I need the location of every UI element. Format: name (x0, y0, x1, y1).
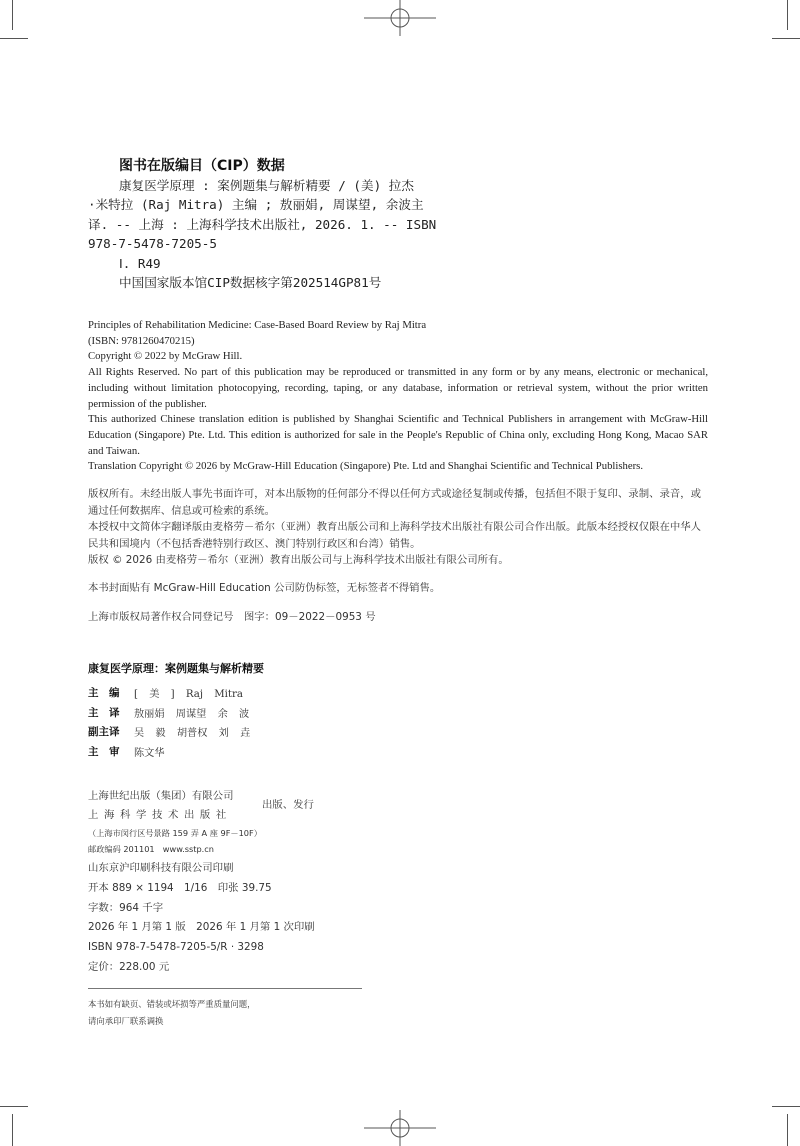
cip-line: 978-7-5478-7205-5 (88, 236, 217, 252)
cip-heading: 图书在版编目（CIP）数据 (119, 158, 285, 174)
credit-role: 主 译 (88, 706, 120, 719)
credit-names: [ 美 ] Raj Mitra (134, 689, 243, 701)
crop-mark-top-left-v (12, 0, 13, 30)
original-title: Principles of Rehabilitation Medicine: Case-Based Board Review by Raj Mitra (88, 319, 427, 331)
publisher-postcode-web: 邮政编码 201101 www.sstp.cn (88, 844, 214, 854)
authorization-statement: This authorized Chinese translation edition is published by Shanghai Scientific and Technical Publishers in arrangement with McGraw-Hill Education (Singapore) Pte. Ltd. This edition is authorized for sale in the People's Republic of China only, excluding Hong Kong, Macao SAR and Taiwan. (88, 413, 708, 457)
english-rights-block (88, 318, 708, 475)
credits-list (88, 683, 448, 761)
cip-line: ·米特拉 (Raj Mitra) 主编 ; 敖丽娟, 周谋望, 余波主 (88, 197, 424, 213)
credit-names: 吴 毅 胡普权 刘 垚 (134, 728, 251, 740)
original-isbn: (ISBN: 9781260470215) (88, 334, 195, 347)
format: 开本 889 × 1194 1/16 印张 39.75 (88, 881, 272, 894)
quality-notice-line: 请向承印厂联系调换 (88, 1016, 164, 1027)
word-count: 字数：964 千字 (88, 901, 164, 914)
crop-mark-bottom-right-v (787, 1114, 788, 1146)
chinese-authorization: 本授权中文简体字翻译版由麦格劳－希尔（亚洲）教育出版公司和上海科学技术出版社有限公司合作出版。此版本经授权仅限在中华人民共和国境内（不包括香港特别行政区、澳门特别行政区和台湾）销售。 (88, 521, 702, 550)
credit-names: 敖丽娟 周谋望 余 波 (134, 708, 250, 720)
cip-line: 中国国家版本馆CIP数据核字第202514GP81号 (119, 275, 382, 291)
rights-statement: All Rights Reserved. No part of this publication may be reproduced or transmitted in any form or by any means, electronic or mechanical, including without limitation photocopying, recording, taping, or any database, information or retrieval system, without the prior written permission of the publisher. (88, 366, 708, 410)
book-title: 康复医学原理：案例题集与解析精要 (88, 662, 264, 675)
contract-registration: 上海市版权局著作权合同登记号 图字：09－2022－0953 号 (88, 611, 376, 623)
cip-line: 译. -- 上海 : 上海科学技术出版社, 2026. 1. -- ISBN (88, 216, 437, 232)
credit-names: 陈文华 (134, 748, 165, 760)
quality-notice (88, 996, 256, 1031)
label-notice: 本书封面贴有 McGraw-Hill Education 公司防伪标签，无标签者不得销售。 (88, 582, 441, 594)
credit-role: 副主译 (88, 726, 120, 739)
publisher-block (88, 787, 314, 857)
credit-row-editor (88, 683, 448, 703)
registration-mark-top (364, 0, 436, 36)
edition: 2026 年 1 月第 1 版 2026 年 1 月第 1 次印刷 (88, 921, 315, 934)
quality-notice-line: 本书如有缺页、错装或坏损等严重质量问题， (88, 999, 256, 1009)
registration-mark-bottom (364, 1110, 436, 1146)
printer: 山东京沪印刷科技有限公司印刷 (88, 862, 234, 874)
crop-mark-top-right (772, 38, 800, 39)
chinese-translation-copyright: 版权 © 2026 由麦格劳－希尔（亚洲）教育出版公司与上海科学技术出版社有限公司所有。 (88, 554, 509, 567)
chinese-rights-statement: 版权所有。未经出版人事先书面许可，对本出版物的任何部分不得以任何方式或途径复制或传播，包括但不限于复印、录制、录音，或通过任何数据库、信息或可检索的系统。 (88, 488, 702, 517)
isbn: ISBN 978-7-5478-7205-5/R · 3298 (88, 941, 264, 954)
divider (88, 988, 362, 989)
credit-role: 主 审 (88, 746, 120, 759)
printing-info (88, 859, 315, 978)
cip-line: 康复医学原理 : 案例题集与解析精要 / (美) 拉杰 (119, 178, 414, 193)
credit-row-translator (88, 703, 448, 723)
publisher-group: 上海世纪出版（集团）有限公司 (88, 790, 234, 802)
crop-mark-bottom-right (772, 1106, 800, 1107)
cip-line: Ⅰ. R49 (119, 255, 161, 271)
publisher-name: 上海科学技术出版社 (88, 809, 232, 821)
crop-mark-bottom-left (0, 1106, 28, 1107)
publisher-address: （上海市闵行区号景路 159 弄 A 座 9F－10F） (88, 828, 262, 838)
crop-mark-bottom-left-v (12, 1114, 13, 1146)
crop-mark-top-right-v (787, 0, 788, 30)
publisher-role: 出版、发行 (262, 799, 314, 811)
translation-copyright: Translation Copyright © 2026 by McGraw-Hill Education (Singapore) Pte. Ltd and Shanghai Scientific and Technical Publishers. (88, 460, 644, 473)
credit-row-reviewer (88, 742, 448, 762)
cip-block (88, 157, 488, 292)
chinese-rights-block (88, 486, 708, 569)
price: 定价：228.00 元 (88, 960, 170, 973)
credit-role: 主 编 (88, 687, 120, 700)
original-copyright: Copyright © 2022 by McGraw Hill. (88, 350, 243, 363)
credit-row-associate-translator (88, 722, 448, 742)
crop-mark-top-left (0, 38, 28, 39)
